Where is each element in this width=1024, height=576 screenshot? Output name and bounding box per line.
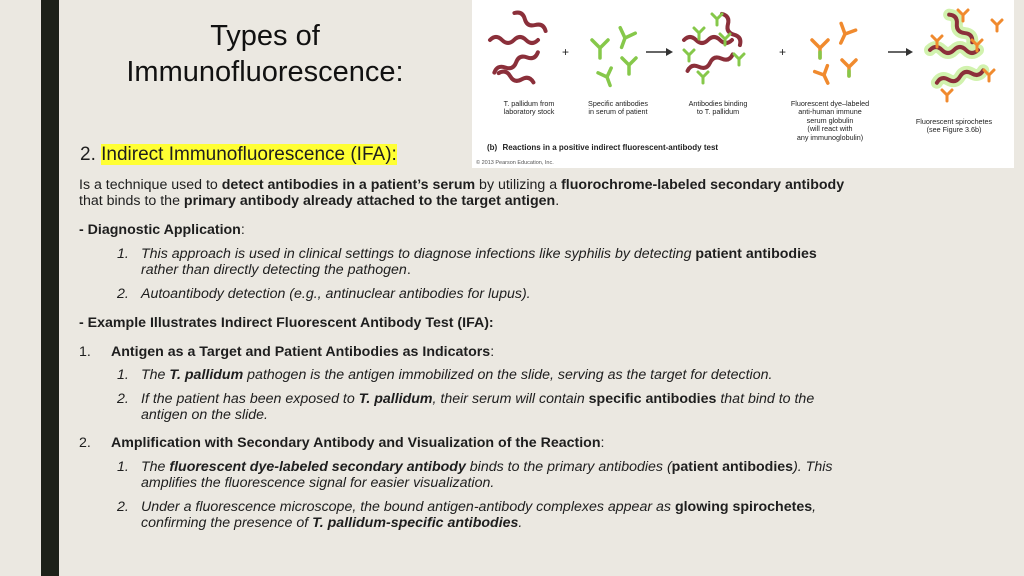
example-heading: - Example Illustrates Indirect Fluorescent Antibody Test (IFA): xyxy=(79,315,494,331)
s2-item-2-b: glowing spirochetes xyxy=(674,499,813,515)
diag-item-1-period: . xyxy=(406,262,411,278)
caption-stage-2-line-2: in serum of patient xyxy=(588,107,648,117)
section-heading xyxy=(80,143,397,167)
diag-item-1-line-1 xyxy=(141,246,817,263)
s1-item-2-b: T. pallidum xyxy=(358,391,433,407)
panel-caption: Reactions in a positive indirect fluorescent-antibody test xyxy=(502,143,719,152)
s2-item-1-number: 1. xyxy=(117,459,129,475)
s2-item-2-e: T. pallidum-specific antibodies xyxy=(312,515,519,531)
caption-stage-4-line-4: (will react with xyxy=(807,124,853,134)
s2-item-1-c: binds to the primary antibodies ( xyxy=(465,459,672,475)
s1-item-2-d: specific antibodies xyxy=(588,391,717,407)
s1-item-1-a: The xyxy=(141,367,170,383)
s2-item-2-f: . xyxy=(518,515,523,531)
caption-stage-4-line-1: Fluorescent dye–labeled xyxy=(790,99,870,108)
intro-text-1b: detect antibodies in a patient’s serum xyxy=(221,177,476,193)
arrow-2 xyxy=(888,48,913,56)
s1-item-2-e: that bind to the xyxy=(716,391,815,407)
s2-item-1-d: patient antibodies xyxy=(671,459,794,475)
s1-item-1 xyxy=(141,367,772,384)
title-line-1: Types of xyxy=(210,20,320,52)
s1-item-2-c: , their serum will contain xyxy=(432,391,589,407)
caption-stage-1-line-1: T. pallidum from xyxy=(503,99,555,108)
s2-item-1-line-2: amplifies the fluorescence signal for easier visualization. xyxy=(141,475,495,491)
caption-stage-3-line-2: to T. pallidum xyxy=(696,107,740,117)
s2-item-1-line-1 xyxy=(141,459,832,476)
subsection-1-heading xyxy=(111,344,494,361)
fluorescent-spirochete-group xyxy=(930,10,1002,101)
s2-item-1-a: The xyxy=(141,459,170,475)
panel-letter: (b) xyxy=(487,143,498,152)
section-heading-text: Indirect Immunofluorescence (IFA): xyxy=(101,144,397,165)
s2-item-1-b: fluorescent dye-labeled secondary antibody xyxy=(169,459,466,475)
diag-item-1-number: 1. xyxy=(117,246,129,262)
s1-item-1-b: T. pallidum xyxy=(169,367,244,383)
s2-item-2-d: confirming the presence of xyxy=(141,515,313,531)
panel-label xyxy=(487,143,718,152)
intro-text-1c: by utilizing a xyxy=(475,177,562,193)
subsection-2-heading-text: Amplification with Secondary Antibody and Visualization of the Reaction xyxy=(111,435,601,451)
s2-item-2-line-1 xyxy=(141,499,816,516)
caption-stage-4-line-5: any immunoglobulin) xyxy=(796,132,864,142)
caption-stage-5-line-2: (see Figure 3.6b) xyxy=(926,125,982,135)
intro-line-1 xyxy=(79,177,844,194)
caption-stage-2 xyxy=(576,100,660,117)
section-heading-number: 2. xyxy=(80,144,102,165)
subsection-2-heading xyxy=(111,435,604,452)
intro-text-2c: . xyxy=(555,193,560,209)
s1-item-2-a: If the patient has been exposed to xyxy=(141,391,359,407)
s1-item-2-line-2: antigen on the slide. xyxy=(141,407,268,423)
subsection-1-number: 1. xyxy=(79,344,91,360)
s2-item-2-number: 2. xyxy=(117,499,129,515)
antibody-group xyxy=(592,28,636,88)
s1-item-2-number: 2. xyxy=(117,391,129,407)
copyright-notice: © 2013 Pearson Education, Inc. xyxy=(476,160,554,166)
s1-item-2-line-1 xyxy=(141,391,814,408)
diag-item-1-line-2 xyxy=(141,262,411,279)
diagnostic-heading-colon: : xyxy=(240,222,245,238)
caption-stage-1-line-2: laboratory stock xyxy=(503,107,555,117)
subsection-1-heading-text: Antigen as a Target and Patient Antibodies as Indicators xyxy=(111,344,491,360)
s2-item-2-line-2 xyxy=(141,515,522,532)
caption-stage-3 xyxy=(676,100,760,117)
title-line-2: Immunofluorescence: xyxy=(126,56,404,88)
subsection-2-colon: : xyxy=(600,435,605,451)
s2-item-2-c: , xyxy=(812,499,817,515)
slide-title xyxy=(60,18,470,90)
intro-text-1a: Is a technique used to xyxy=(79,177,222,193)
caption-stage-4 xyxy=(780,100,880,142)
subsection-1-colon: : xyxy=(490,344,495,360)
caption-stage-5-line-1: Fluorescent spirochetes xyxy=(915,117,993,126)
s2-item-2-a: Under a fluorescence microscope, the bound antigen-antibody complexes appear as xyxy=(141,499,675,515)
intro-text-1d: fluorochrome-labeled secondary antibody xyxy=(561,177,845,193)
caption-stage-4-line-2: anti-human immune xyxy=(798,107,862,117)
left-accent-bar xyxy=(41,0,59,576)
intro-text-2b: primary antibody already attached to the target antigen xyxy=(183,193,556,209)
caption-stage-2-line-1: Specific antibodies xyxy=(588,99,648,108)
dye-antibody-group xyxy=(812,23,856,86)
diagnostic-heading-text: - Diagnostic Application xyxy=(79,222,241,238)
s1-item-1-number: 1. xyxy=(117,367,129,383)
intro-line-2 xyxy=(79,193,559,210)
diag-item-2-number: 2. xyxy=(117,286,129,302)
ifa-diagram xyxy=(472,0,1014,168)
arrow-1 xyxy=(646,48,673,56)
caption-stage-5 xyxy=(902,118,1006,135)
caption-stage-1 xyxy=(486,100,572,117)
diag-item-2: Autoantibody detection (e.g., antinuclear antibodies for lupus). xyxy=(141,286,531,302)
bound-antibody-group xyxy=(684,12,744,83)
plus-sign-1: + xyxy=(562,45,570,59)
caption-stage-3-line-1: Antibodies binding xyxy=(688,99,748,108)
ifa-diagram-svg xyxy=(472,0,1014,168)
subsection-2-number: 2. xyxy=(79,435,91,451)
intro-text-2a: that binds to the xyxy=(79,193,184,209)
caption-stage-4-line-3: serum globulin xyxy=(806,115,854,125)
s2-item-1-e: ). This xyxy=(793,459,833,475)
diag-item-1-text: This approach is used in clinical settings to diagnose infections like syphilis by detecting xyxy=(141,246,696,262)
diag-item-1-text-2: rather than directly detecting the pathogen xyxy=(141,262,407,278)
diagnostic-heading xyxy=(79,222,245,239)
spirochete-group-1 xyxy=(490,10,547,85)
s1-item-1-c: pathogen is the antigen immobilized on the slide, serving as the target for detection. xyxy=(243,367,773,383)
plus-sign-2: + xyxy=(779,45,787,59)
diag-item-1-bold: patient antibodies xyxy=(695,246,817,262)
